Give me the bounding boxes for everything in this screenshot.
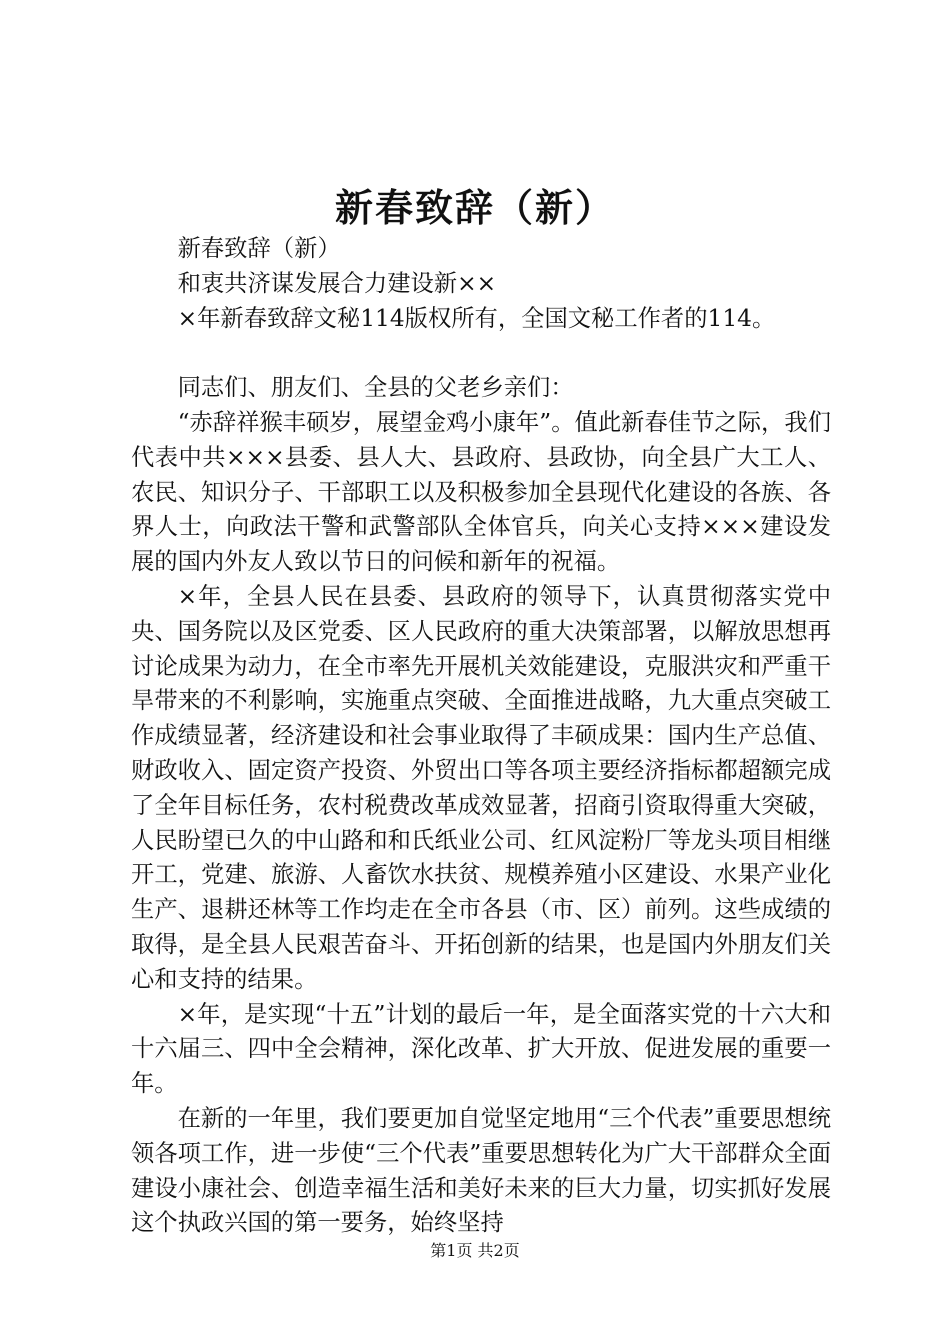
paragraph-copyright: ×年新春致辞文秘114版权所有，全国文秘工作者的114。 [177,304,776,332]
page-footer: 第1页 共2页 [430,1241,520,1260]
paragraph-greeting: “赤辞祥猴丰硕岁，展望金鸡小康年”。值此新春佳节之际，我们代表中共×××县委、县人大、县政府、县政协，向全县广大工人、农民、知识分子、干部职工以及积极参加全县现代化建设的各族、各界人士，向政法干警和武警部队全体官兵，向关心支持×××建设发展的国内外友人致以节日的问候和新年的祝福。 [131,408,831,576]
paragraph-heading: 和衷共济谋发展合力建设新×× [177,269,497,297]
paragraph-salutation: 同志们、朋友们、全县的父老乡亲们： [177,374,574,402]
paragraph-subtitle: 新春致辞（新） [177,235,341,262]
paragraph-plan: ×年，是实现“十五”计划的最后一年，是全面落实党的十六大和十六届三、四中全会精神，深化改革、扩大开放、促进发展的重要一年。 [131,1000,831,1098]
paragraph-new-year: 在新的一年里，我们要更加自觉坚定地用“三个代表”重要思想统领各项工作，进一步使“三个代表”重要思想转化为广大干部群众全面建设小康社会、创造幸福生活和美好未来的巨大力量，切实抓好发展这个执政兴国的第一要务，始终坚持 [131,1104,831,1237]
document-body [131,232,831,1241]
document-title: 新春致辞（新） [334,185,615,230]
paragraph-review: ×年，全县人民在县委、县政府的领导下，认真贯彻落实党中央、国务院以及区党委、区人民政府的重大决策部署，以解放思想再讨论成果为动力，在全市率先开展机关效能建设，克服洪灾和严重干旱带来的不利影响，实施重点突破、全面推进战略，九大重点突破工作成绩显著，经济建设和社会事业取得了丰硕成果：国内生产总值、财政收入、固定资产投资、外贸出口等各项主要经济指标都超额完成了全年目标任务，农村税费改革成效显著，招商引资取得重大突破，人民盼望已久的中山路和和氏纸业公司、红风淀粉厂等龙头项目相继开工，党建、旅游、人畜饮水扶贫、规模养殖小区建设、水果产业化生产、退耕还林等工作均走在全市各县（市、区）前列。这些成绩的取得，是全县人民艰苦奋斗、开拓创新的结果，也是国内外朋友们关心和支持的结果。 [131,582,831,993]
